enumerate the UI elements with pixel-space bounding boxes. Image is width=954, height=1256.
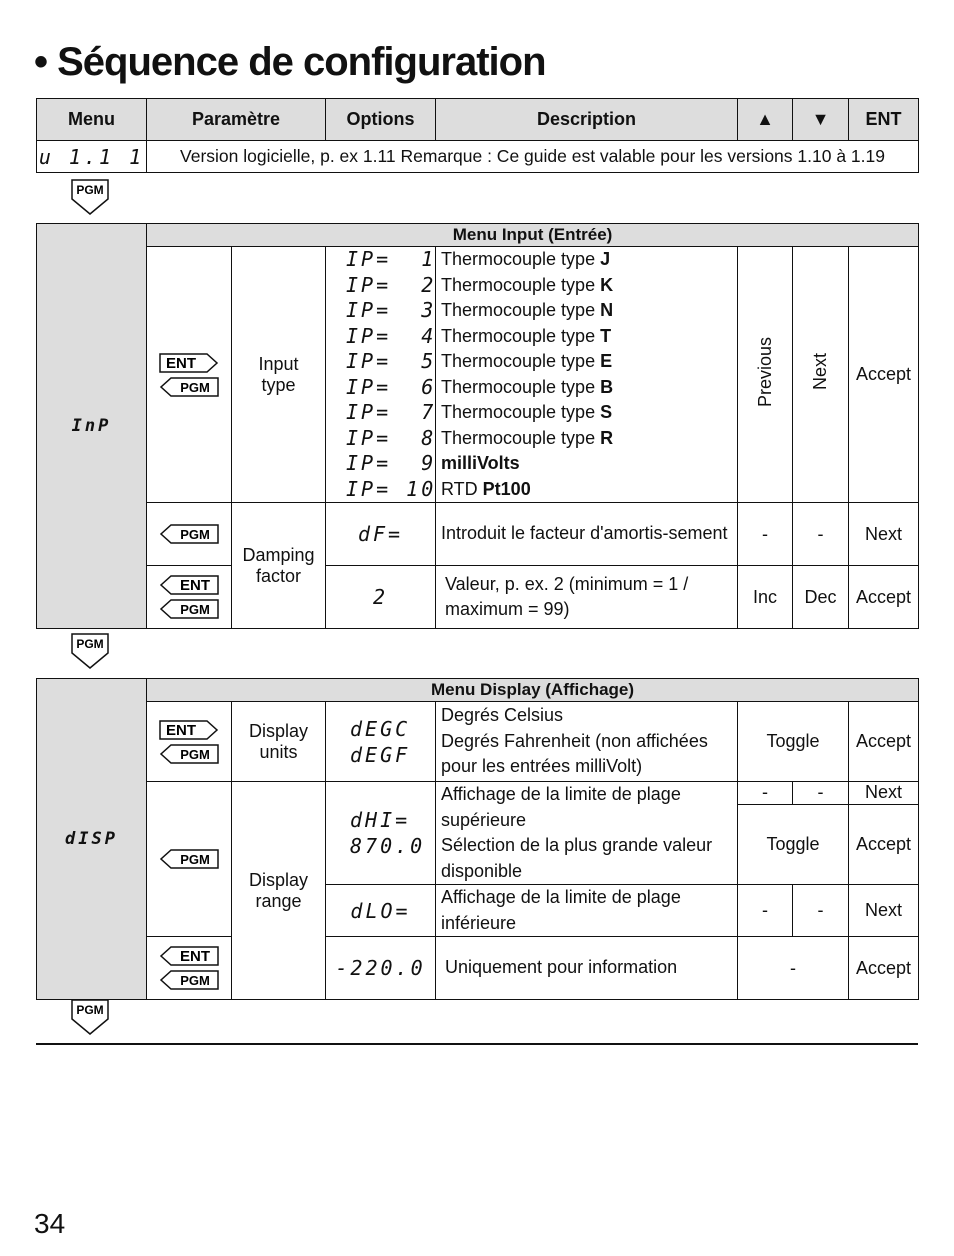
display-units-desc: Degrés Celsius Degrés Fahrenheit (non affichées pour les entrées milliVolt) — [436, 702, 738, 782]
input-desc-2: Thermocouple type K — [441, 274, 614, 295]
pgm-down-arrow-icon — [70, 633, 110, 669]
pgm-label: PGM — [76, 183, 104, 197]
pgm-label: PGM — [180, 746, 210, 762]
input-desc-9: milliVolts — [441, 453, 520, 473]
damping-option: dF= — [326, 503, 436, 566]
input-type-down — [793, 247, 849, 503]
display-info-ent: Accept — [849, 937, 919, 1000]
input-type-options — [326, 247, 436, 503]
pgm-key-icon — [159, 376, 219, 398]
col-options: Options — [326, 99, 436, 141]
input-type-up — [738, 247, 793, 503]
bottom-divider — [36, 1043, 918, 1045]
input-option-3: IP= 3 — [346, 298, 437, 322]
display-hi-toggle: Toggle — [738, 804, 849, 884]
input-option-8: IP= 8 — [346, 425, 437, 450]
pgm-key-icon — [159, 743, 219, 765]
input-desc-5: Thermocouple type E — [441, 351, 613, 371]
pgm-key — [147, 782, 232, 937]
pgm-key-icon — [159, 969, 219, 991]
input-menu-title: Menu Input (Entrée) — [147, 224, 919, 247]
ent-label: ENT — [166, 354, 196, 372]
input-option-5: IP= 5 — [346, 349, 437, 373]
input-option-9: IP= 9 — [346, 451, 437, 475]
version-code: u 1.1 1 — [37, 141, 147, 173]
damping-dec: Dec — [793, 566, 849, 629]
input-menu-table — [36, 223, 919, 629]
input-desc-4: Thermocouple type T — [441, 325, 612, 346]
damping-value-option: 2 — [326, 566, 436, 629]
ent-label: ENT — [180, 948, 210, 965]
pgm-label: PGM — [180, 527, 210, 542]
pgm-key-icon — [159, 523, 219, 545]
input-option-1: IP= 1 — [346, 247, 437, 271]
display-range-param: Display range — [232, 782, 326, 1000]
display-hi-ent: Next — [849, 782, 919, 805]
display-lo-down: - — [793, 885, 849, 937]
input-option-6: IP= 6 — [346, 374, 437, 399]
display-units-toggle: Toggle — [738, 702, 849, 782]
display-lo-desc: Affichage de la limite de plage inférieure — [436, 885, 738, 937]
damping-inc: Inc — [738, 566, 793, 629]
display-units-ent: Accept — [849, 702, 919, 782]
input-type-ent: Accept — [849, 247, 919, 503]
input-desc-8: Thermocouple type R — [441, 427, 614, 448]
damping-desc: Introduit le facteur d'amortis-sement — [436, 503, 738, 566]
input-desc-1: Thermocouple type J — [441, 249, 611, 269]
ent-pgm-back-keys — [147, 566, 232, 629]
display-menu-code: dISP — [37, 679, 147, 1000]
damping-accept: Accept — [849, 566, 919, 629]
ent-back-key-icon — [159, 574, 219, 596]
pgm-label: PGM — [76, 1003, 104, 1017]
pgm-key-icon — [159, 848, 219, 870]
ent-key-icon — [159, 719, 219, 741]
input-option-4: IP= 4 — [346, 323, 437, 348]
display-hi-options — [326, 782, 436, 885]
damping-up: - — [738, 503, 793, 566]
col-up: ▲ — [738, 99, 793, 141]
input-option-10: IP= 10 — [346, 476, 437, 501]
pgm-label: PGM — [180, 973, 210, 988]
input-desc-3: Thermocouple type N — [441, 300, 614, 320]
col-description: Description — [436, 99, 738, 141]
version-text: Version logicielle, p. ex 1.11 Remarque : Ce guide est valable pour les versions 1.10 à 1.19 — [147, 141, 919, 173]
dhi-option: dHI= — [350, 808, 411, 832]
display-menu-title: Menu Display (Affichage) — [147, 679, 919, 702]
display-hi-down: - — [793, 782, 849, 805]
next-label: Next — [810, 353, 830, 391]
damping-ent: Next — [849, 503, 919, 566]
page-title: • Séquence de configuration — [34, 40, 546, 84]
ent-back-key-icon — [159, 945, 219, 967]
ent-key-icon — [159, 352, 219, 374]
damping-param: Damping factor — [232, 503, 326, 629]
input-option-7: IP= 7 — [346, 400, 437, 424]
col-menu: Menu — [37, 99, 147, 141]
damping-value-desc: Valeur, p. ex. 2 (minimum = 1 / maximum = 99) — [436, 566, 738, 629]
pgm-down-arrow-icon — [70, 999, 110, 1035]
deg-f-option: dEGF — [350, 742, 411, 767]
input-option-2: IP= 2 — [346, 272, 437, 297]
display-hi-desc: Affichage de la limite de plage supérieure Sélection de la plus grande valeur disponible — [436, 782, 738, 885]
ent-pgm-back-keys — [147, 937, 232, 1000]
display-units-options — [326, 702, 436, 782]
display-units-param: Display units — [232, 702, 326, 782]
pgm-down-arrow-icon — [70, 179, 110, 215]
col-ent: ENT — [849, 99, 919, 141]
display-lo-up: - — [738, 885, 793, 937]
input-menu-code: InP — [37, 224, 147, 629]
header-table — [36, 98, 919, 173]
previous-label: Previous — [754, 336, 775, 408]
input-desc-10: RTD Pt100 — [441, 478, 531, 499]
pgm-label: PGM — [180, 852, 210, 867]
col-param: Paramètre — [147, 99, 326, 141]
pgm-key — [147, 503, 232, 566]
input-type-param: Input type — [232, 247, 326, 503]
ent-pgm-keys — [147, 247, 232, 503]
deg-c-option: dEGC — [350, 716, 411, 741]
ent-label: ENT — [166, 721, 196, 739]
display-lo-option: dLO= — [326, 885, 436, 937]
ent-label: ENT — [180, 577, 210, 594]
input-desc-6: Thermocouple type B — [441, 376, 614, 397]
display-hi-accept: Accept — [849, 804, 919, 884]
pgm-label: PGM — [76, 637, 104, 651]
damping-down: - — [793, 503, 849, 566]
input-type-descriptions — [436, 247, 738, 503]
display-menu-table — [36, 678, 919, 1000]
page-number: 34 — [34, 1208, 66, 1239]
hi-value-option: 870.0 — [350, 834, 426, 858]
display-hi-up: - — [738, 782, 793, 805]
ent-pgm-keys — [147, 702, 232, 782]
display-info-option: -220.0 — [326, 937, 436, 1000]
pgm-key-icon — [159, 598, 219, 620]
display-info-desc: Uniquement pour information — [436, 937, 738, 1000]
col-down: ▼ — [793, 99, 849, 141]
display-lo-ent: Next — [849, 885, 919, 937]
display-info-updown: - — [738, 937, 849, 1000]
pgm-label: PGM — [180, 602, 210, 617]
input-desc-7: Thermocouple type S — [441, 402, 613, 422]
pgm-label: PGM — [180, 379, 210, 395]
